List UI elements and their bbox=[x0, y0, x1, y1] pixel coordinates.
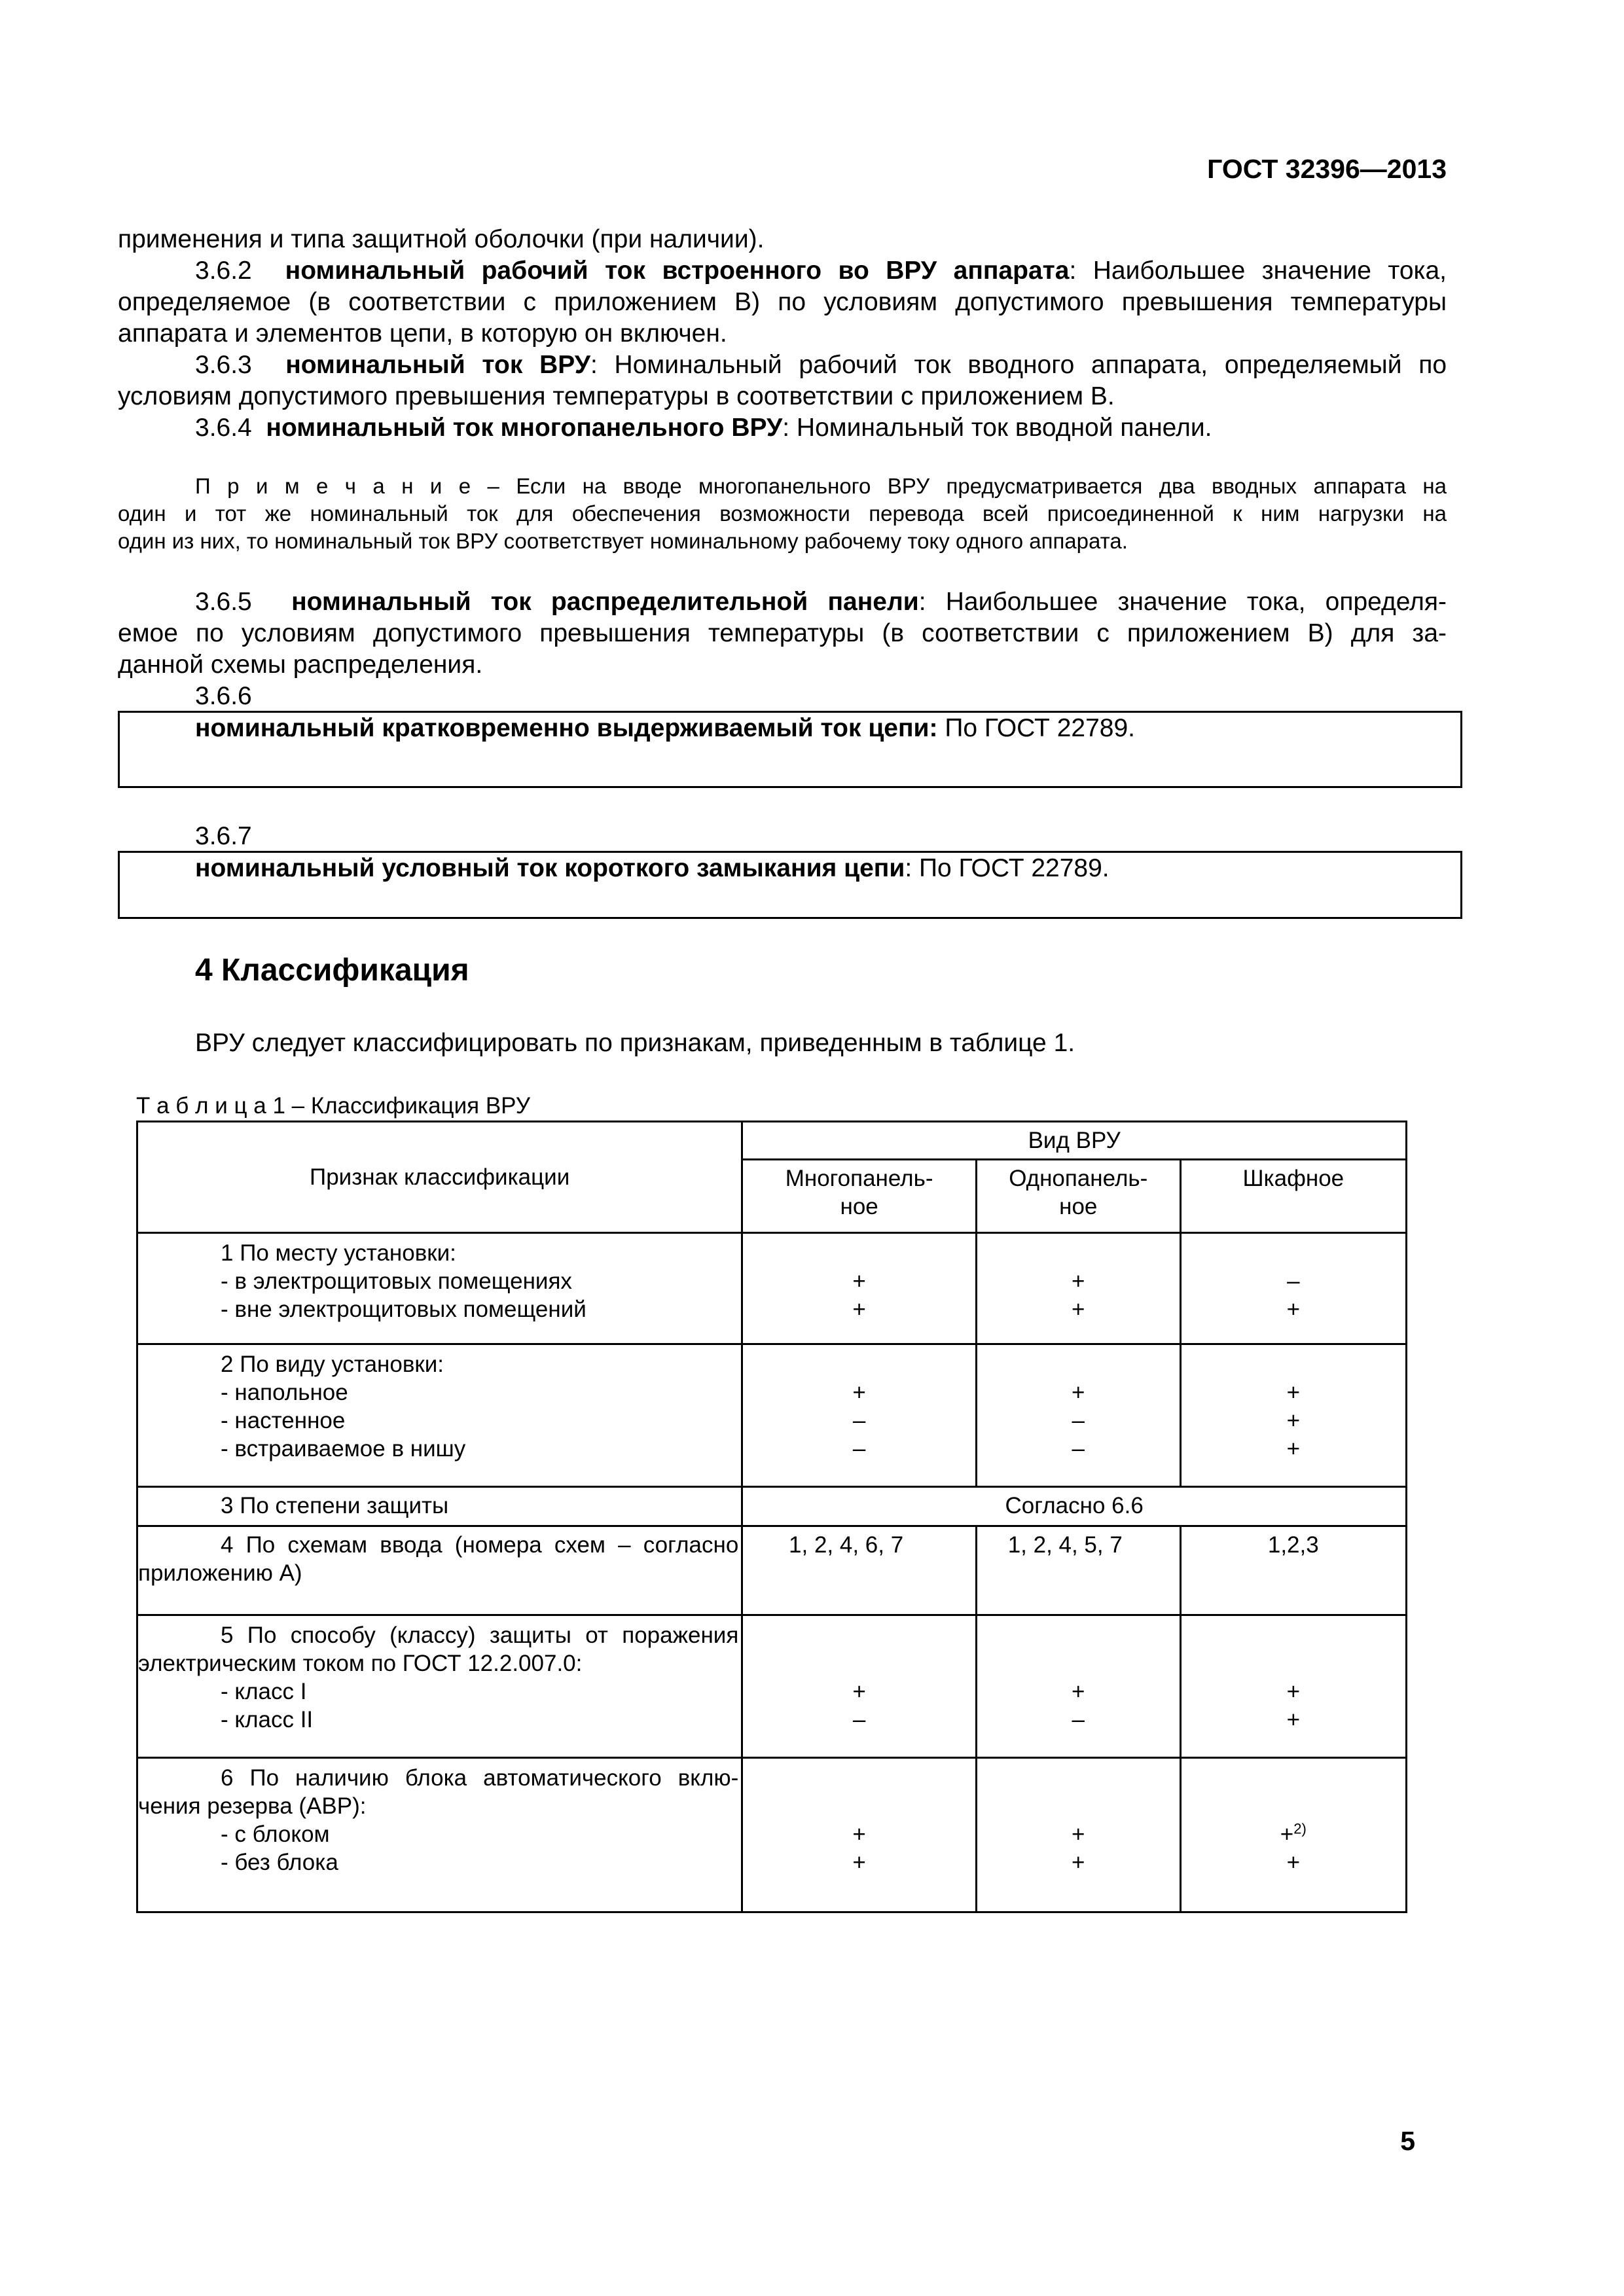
row2-cabinet: + + + bbox=[1180, 1344, 1406, 1487]
clause-number: 3.6.2 bbox=[195, 257, 252, 285]
section-title: 4 Классификация bbox=[195, 953, 469, 988]
row5-cabinet: + + bbox=[1180, 1615, 1406, 1758]
clause-3-6-7-box bbox=[118, 851, 1462, 919]
clause-text: : Номинальный ток вводной панели. bbox=[782, 414, 1212, 442]
note-line1 bbox=[118, 473, 1447, 500]
row1-multipanel: + + bbox=[742, 1233, 977, 1344]
note-text: – Если на вводе многопанельного ВРУ предусматривается два вводных аппарата на bbox=[471, 474, 1447, 498]
row3-value: Согласно 6.6 bbox=[742, 1487, 1407, 1526]
row6-singlepanel: + + bbox=[976, 1758, 1180, 1912]
clause-text: : По ГОСТ 22789. bbox=[905, 854, 1110, 882]
row2-singlepanel: + – – bbox=[976, 1344, 1180, 1487]
row5-singlepanel: + – bbox=[976, 1615, 1180, 1758]
clause-3-6-2-line2: определяемое (в соответствии с приложением В) по условиям допустимого превышения температуры bbox=[118, 288, 1447, 316]
page-number: 5 bbox=[1400, 2126, 1415, 2156]
table-caption-text: – Классификация ВРУ bbox=[285, 1093, 530, 1119]
table-row bbox=[137, 1233, 1407, 1344]
footnote-marker: 2) bbox=[1293, 1820, 1307, 1837]
clause-3-6-4 bbox=[118, 412, 1447, 444]
header-kind: Вид ВРУ bbox=[742, 1122, 1407, 1160]
table-row bbox=[137, 1615, 1407, 1758]
clause-3-6-3-line2: условиям допустимого превышения температуры в соответствии с приложением В. bbox=[118, 382, 1115, 410]
row2-feature: 2 По виду установки: - напольное - настенное - встраиваемое в нишу bbox=[137, 1344, 742, 1487]
clause-text: : Наибольшее значение тока, bbox=[1069, 257, 1447, 285]
clause-term: номинальный условный ток короткого замыкания цепи bbox=[195, 854, 905, 882]
clause-number: 3.6.5 bbox=[195, 588, 252, 616]
row1-feature: 1 По месту установки: - в электрощитовых помещениях - вне электрощитовых помещений bbox=[137, 1233, 742, 1344]
clause-number: 3.6.3 bbox=[195, 351, 252, 379]
document-code-header: ГОСТ 32396—2013 bbox=[1207, 154, 1447, 184]
clause-3-6-6-box bbox=[118, 711, 1462, 788]
row5-feature: 5 По способу (классу) защиты от поражения электрическим током по ГОСТ 12.2.007.0: - класс I - класс II bbox=[137, 1615, 742, 1758]
row6-feature: 6 По наличию блока автоматического вклю- чения резерва (АВР): - с блоком - без блока bbox=[137, 1758, 742, 1912]
clause-3-6-6-number: 3.6.6 bbox=[195, 682, 252, 710]
note-line3: один из них, то номинальный ток ВРУ соответствует номинальному рабочему току одного аппарата. bbox=[118, 529, 1128, 553]
clause-term: номинальный рабочий ток встроенного во ВРУ аппарата bbox=[285, 257, 1070, 285]
clause-3-6-7-number: 3.6.7 bbox=[195, 822, 252, 850]
header-feature: Признак классификации bbox=[137, 1122, 742, 1233]
clause-number: 3.6.4 bbox=[195, 414, 252, 442]
row1-singlepanel: + + bbox=[976, 1233, 1180, 1344]
clause-term: номинальный кратковременно выдерживаемый ток цепи: bbox=[195, 714, 938, 742]
classification-table bbox=[136, 1121, 1407, 1913]
table-header-row bbox=[137, 1122, 1407, 1160]
clause-text: : Наибольшее значение тока, определя- bbox=[918, 588, 1447, 616]
clause-3-6-2-line3: аппарата и элементов цепи, в которую он включен. bbox=[118, 319, 727, 348]
header-singlepanel: Однопанель- ное bbox=[976, 1160, 1180, 1233]
clause-term: номинальный ток многопанельного ВРУ bbox=[266, 414, 783, 442]
row4-singlepanel: 1, 2, 4, 5, 7 bbox=[976, 1526, 1180, 1615]
table-row bbox=[137, 1487, 1407, 1526]
clause-text: По ГОСТ 22789. bbox=[937, 714, 1135, 742]
clause-3-6-5 bbox=[118, 586, 1447, 618]
table-row bbox=[137, 1344, 1407, 1487]
clause-term: номинальный ток ВРУ bbox=[285, 351, 590, 379]
header-cabinet: Шкафное bbox=[1180, 1160, 1406, 1233]
table-caption bbox=[136, 1092, 530, 1120]
section-intro: ВРУ следует классифицировать по признакам, приведенным в таблице 1. bbox=[195, 1029, 1075, 1057]
clause-3-6-3 bbox=[118, 350, 1447, 381]
continuation-line: применения и типа защитной оболочки (при наличии). bbox=[118, 225, 765, 253]
clause-3-6-6-text bbox=[195, 713, 1135, 744]
row4-cabinet: 1,2,3 bbox=[1180, 1526, 1406, 1615]
note-line2: один и тот же номинальный ток для обеспечения возможности перевода всей присоединенной к ним нагрузки на bbox=[118, 501, 1447, 526]
clause-text: : Номинальный рабочий ток вводного аппарата, определяемый по bbox=[590, 351, 1447, 379]
row4-feature: 4 По схемам ввода (номера схем – согласно приложению А) bbox=[137, 1526, 742, 1615]
clause-term: номинальный ток распределительной панели bbox=[291, 588, 919, 616]
note-label: П р и м е ч а н и е bbox=[195, 474, 471, 498]
table-row bbox=[137, 1526, 1407, 1615]
table-caption-label: Т а б л и ц а 1 bbox=[136, 1093, 285, 1119]
clause-3-6-5-line3: данной схемы распределения. bbox=[118, 651, 483, 679]
row2-multipanel: + – – bbox=[742, 1344, 977, 1487]
row5-multipanel: + – bbox=[742, 1615, 977, 1758]
row3-feature: 3 По степени защиты bbox=[137, 1487, 742, 1526]
clause-3-6-7-text bbox=[195, 853, 1110, 884]
row1-cabinet: – + bbox=[1180, 1233, 1406, 1344]
table-row bbox=[137, 1758, 1407, 1912]
header-multipanel: Многопанель- ное bbox=[742, 1160, 977, 1233]
row6-multipanel: + + bbox=[742, 1758, 977, 1912]
row6-cabinet: +$^{2)}$ + bbox=[1180, 1758, 1406, 1912]
row4-multipanel: 1, 2, 4, 6, 7 bbox=[742, 1526, 977, 1615]
clause-3-6-2 bbox=[118, 255, 1447, 287]
clause-3-6-5-line2: емое по условиям допустимого превышения температуры (в соответствии с приложением В) для за- bbox=[118, 619, 1447, 647]
